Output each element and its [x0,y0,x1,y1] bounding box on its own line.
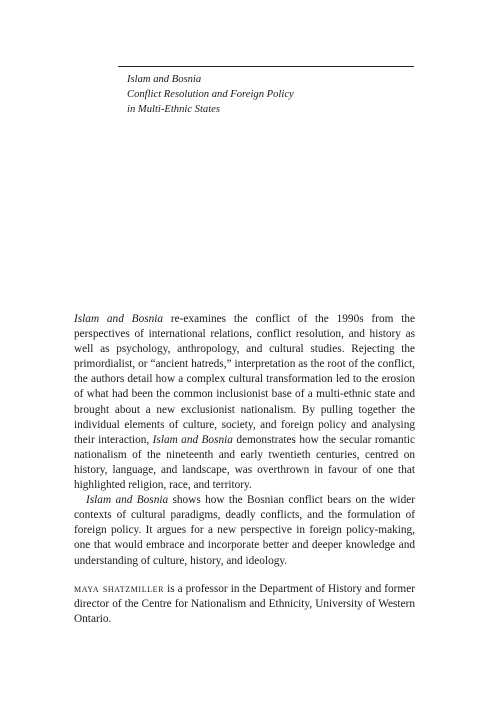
author-bio [74,582,415,627]
paragraph-text: demonstrates how the secular romantic nationalism of the nineteenth and early twentieth centuries, centred on history, language, and landscape, was overthrown in favour of one that highlighted religion, race, and territory. [74,433,415,492]
book-subtitle-line-2: in Multi-Ethnic States [127,104,220,115]
description-paragraph-2 [74,493,415,568]
book-title: Islam and Bosnia [127,74,202,85]
author-bio-text: is a professor in the Department of History and former director of the Centre for Nationalism and Ethnicity, University of Western Ontario. [74,582,415,625]
author-name: maya shatzmiller [74,582,165,595]
title-reference: Islam and Bosnia [74,313,164,325]
title-reference: Islam and Bosnia [86,494,169,507]
description-body [74,312,415,627]
description-paragraph-1 [74,312,415,493]
paragraph-text: re-examines the conflict of the 1990s from the perspectives of international relations, conflict resolution, and history as well as psychology, anthropology, and cultural studies. Rejecting the primordialist, or “ancient hatreds,” interpretation as the root of the conflict, the authors detail how a complex cultural transformation led to the erosion of what had been the common inclusionist base of a multi-ethnic state and brought about a new exclusionist nationalism. By pulling together the individual elements of culture, society, and foreign policy and analysing their interaction, [74,313,415,446]
paragraph-text: shows how the Bosnian conflict bears on the wider contexts of cultural paradigms, deadly conflicts, and the formulation of foreign policy. It argues for a new perspective in foreign policy-making, one that would embrace and incorporate better and deeper knowledge and understanding of culture, history, and ideology. [74,494,415,567]
header-rule [118,66,414,67]
title-reference: Islam and Bosnia [152,433,233,446]
series-title-block [127,72,294,117]
book-subtitle-line-1: Conflict Resolution and Foreign Policy [127,89,294,100]
